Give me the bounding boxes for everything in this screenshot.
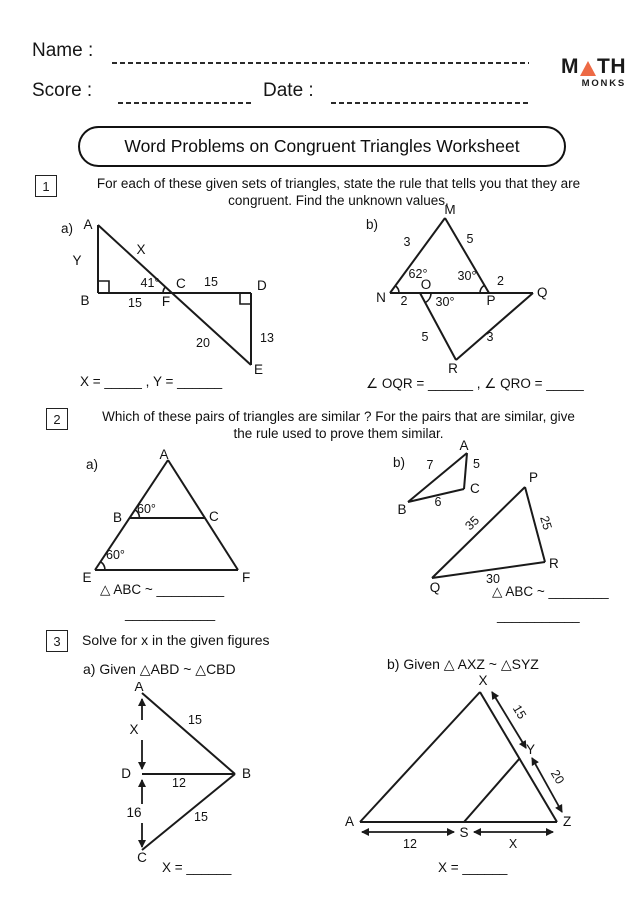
- length-BC: 6: [434, 495, 442, 509]
- line-AB: [142, 693, 235, 774]
- answer-1b: ∠ OQR = ______ , ∠ QRO = _____: [366, 376, 584, 391]
- question-2-number: 2: [53, 411, 61, 427]
- vertex-label-D: D: [257, 278, 267, 293]
- given-3a: a) Given △ABD ~ △CBD: [83, 661, 236, 677]
- length-AB: 7: [426, 458, 434, 472]
- title-capsule: [78, 126, 566, 167]
- vertex-label-A: A: [459, 440, 469, 453]
- vertex-label-Q: Q: [429, 580, 441, 595]
- length-OR: 5: [421, 330, 429, 344]
- vertex-label-R: R: [549, 556, 559, 571]
- length-BF: 15: [128, 296, 142, 310]
- vertex-label-B: B: [112, 510, 122, 525]
- side-label-X: X: [136, 242, 146, 257]
- diagram-2b: [390, 440, 636, 598]
- vertex-label-Z: Z: [563, 814, 572, 829]
- question-2-number-box: [46, 408, 68, 430]
- vertex-label-B: B: [397, 502, 407, 517]
- logo-monks-text: MONKS: [581, 78, 626, 89]
- length-PQ: 2: [497, 274, 504, 288]
- length-SZ-x: X: [508, 837, 518, 851]
- question-3-number: 3: [53, 633, 61, 649]
- date-blank-line: [331, 102, 528, 104]
- angle-label-30-bottom: 30°: [435, 295, 455, 309]
- vertex-label-P: P: [486, 293, 496, 308]
- question-1-number: 1: [42, 178, 50, 194]
- question-3-heading: Solve for x in the given figures: [82, 632, 270, 648]
- page-title: Word Problems on Congruent Triangles Worksheet: [124, 136, 520, 156]
- answer-3b: X = ______: [438, 860, 508, 875]
- logo-triangle-icon: [580, 61, 596, 76]
- length-YZ: 20: [547, 767, 568, 787]
- angle-label-60-E: 60°: [106, 548, 125, 562]
- angle-label-62: 62°: [408, 267, 428, 281]
- length-QP: 35: [462, 513, 483, 533]
- length-DC: 16: [126, 805, 142, 820]
- answer-2a-line2: ____________: [125, 606, 216, 621]
- diagram-2b-tag: b): [393, 455, 406, 470]
- answer-2a-line1: △ ABC ~ _________: [100, 582, 225, 597]
- question-2-text: [66, 409, 611, 443]
- line-NM: [390, 218, 445, 293]
- date-label: Date :: [263, 80, 314, 101]
- vertex-label-N: N: [376, 290, 386, 305]
- angle-arc-E: [101, 562, 106, 570]
- vertex-label-X: X: [478, 673, 488, 688]
- math-monks-logo: [544, 56, 626, 89]
- name-blank-line: [112, 62, 529, 64]
- length-CE: 20: [196, 336, 210, 350]
- vertex-label-M: M: [444, 205, 456, 217]
- vertex-label-B: B: [80, 293, 90, 308]
- length-CD: 15: [204, 275, 218, 289]
- line-QP: [432, 487, 525, 578]
- logo-wordmark: [561, 56, 626, 77]
- line-AX: [360, 692, 480, 822]
- angle-label-41: 41°: [140, 276, 160, 290]
- line-CE: [172, 293, 251, 365]
- question-2-text-line2: the rule used to prove them similar.: [233, 425, 444, 441]
- vertex-label-A: A: [159, 447, 169, 462]
- right-angle-mark-D: [240, 293, 251, 304]
- vertex-label-E: E: [254, 362, 264, 377]
- question-3-number-box: [46, 630, 68, 652]
- diagram-3a: [100, 682, 295, 864]
- vertex-label-C: C: [470, 481, 480, 496]
- question-1-text-line2: congruent. Find the unknown values.: [228, 192, 449, 208]
- length-CB: 15: [194, 810, 208, 824]
- angle-label-60-B: 60°: [137, 502, 156, 516]
- length-DB: 12: [172, 776, 186, 790]
- length-AS: 12: [403, 837, 417, 851]
- diagram-1b-tag: b): [366, 217, 379, 232]
- length-PR: 25: [537, 514, 555, 532]
- right-angle-mark-B: [98, 281, 109, 293]
- logo-letters-th: TH: [597, 55, 626, 78]
- answer-3a: X = ______: [162, 860, 232, 875]
- vertex-label-Y: Y: [526, 742, 536, 757]
- length-AC: 5: [473, 457, 480, 471]
- vertex-label-F: F: [242, 570, 251, 585]
- question-1-number-box: [35, 175, 57, 197]
- vertex-label-R: R: [448, 361, 458, 376]
- diagram-1a: [55, 215, 290, 377]
- angle-arc-N: [395, 286, 399, 293]
- diagram-1a-tag: a): [61, 221, 74, 236]
- diagram-1b: [362, 205, 564, 379]
- vertex-label-A: A: [83, 217, 93, 232]
- vertex-label-P: P: [529, 470, 539, 485]
- answer-1a: X = _____ , Y = ______: [80, 374, 223, 389]
- length-NO: 2: [400, 294, 408, 308]
- question-2-text-line1: Which of these pairs of triangles are similar ? For the pairs that are similar, give: [102, 409, 575, 424]
- length-DE: 13: [260, 331, 274, 345]
- vertex-label-O: O: [420, 277, 432, 292]
- score-blank-line: [118, 102, 252, 104]
- vertex-label-C: C: [176, 276, 186, 291]
- length-NM: 3: [403, 235, 411, 249]
- length-RQ: 3: [486, 330, 494, 344]
- score-label: Score :: [32, 80, 93, 101]
- line-AF: [168, 460, 238, 570]
- line-SY: [464, 758, 520, 822]
- vertex-label-C: C: [209, 509, 219, 524]
- answer-2b-line2: ___________: [497, 608, 580, 623]
- vertex-label-B: B: [242, 766, 252, 781]
- angle-label-30-top: 30°: [457, 269, 477, 283]
- vertex-label-E: E: [82, 570, 92, 585]
- vertex-label-F: F: [161, 294, 171, 309]
- line-BC: [142, 774, 235, 850]
- name-label: Name :: [32, 40, 94, 61]
- diagram-2a: [80, 447, 260, 587]
- question-1-text-line1: For each of these given sets of triangles, state the rule that tells you that they are: [96, 176, 581, 191]
- length-QR: 30: [486, 572, 500, 586]
- diagram-2a-tag: a): [86, 457, 99, 472]
- given-3b: b) Given △ AXZ ~ △SYZ: [387, 656, 539, 672]
- vertex-label-Q: Q: [537, 285, 548, 300]
- side-label-Y: Y: [72, 253, 82, 268]
- vertex-label-A: A: [134, 682, 144, 694]
- answer-2b-line1: △ ABC ~ ________: [492, 584, 609, 599]
- line-CA-small: [464, 453, 467, 489]
- angle-arc-P: [480, 285, 484, 293]
- vertex-label-S: S: [459, 825, 469, 840]
- diagram-3b: [340, 672, 636, 858]
- length-XY: 15: [509, 702, 530, 722]
- vertex-label-D: D: [121, 766, 131, 781]
- angle-arc-O: [425, 293, 431, 303]
- vertex-label-C: C: [137, 850, 147, 864]
- length-AB: 15: [188, 713, 202, 727]
- length-MP: 5: [466, 232, 474, 246]
- logo-letter-m: M: [561, 55, 579, 78]
- vertex-label-A: A: [344, 814, 354, 829]
- length-AD-x: X: [129, 722, 139, 737]
